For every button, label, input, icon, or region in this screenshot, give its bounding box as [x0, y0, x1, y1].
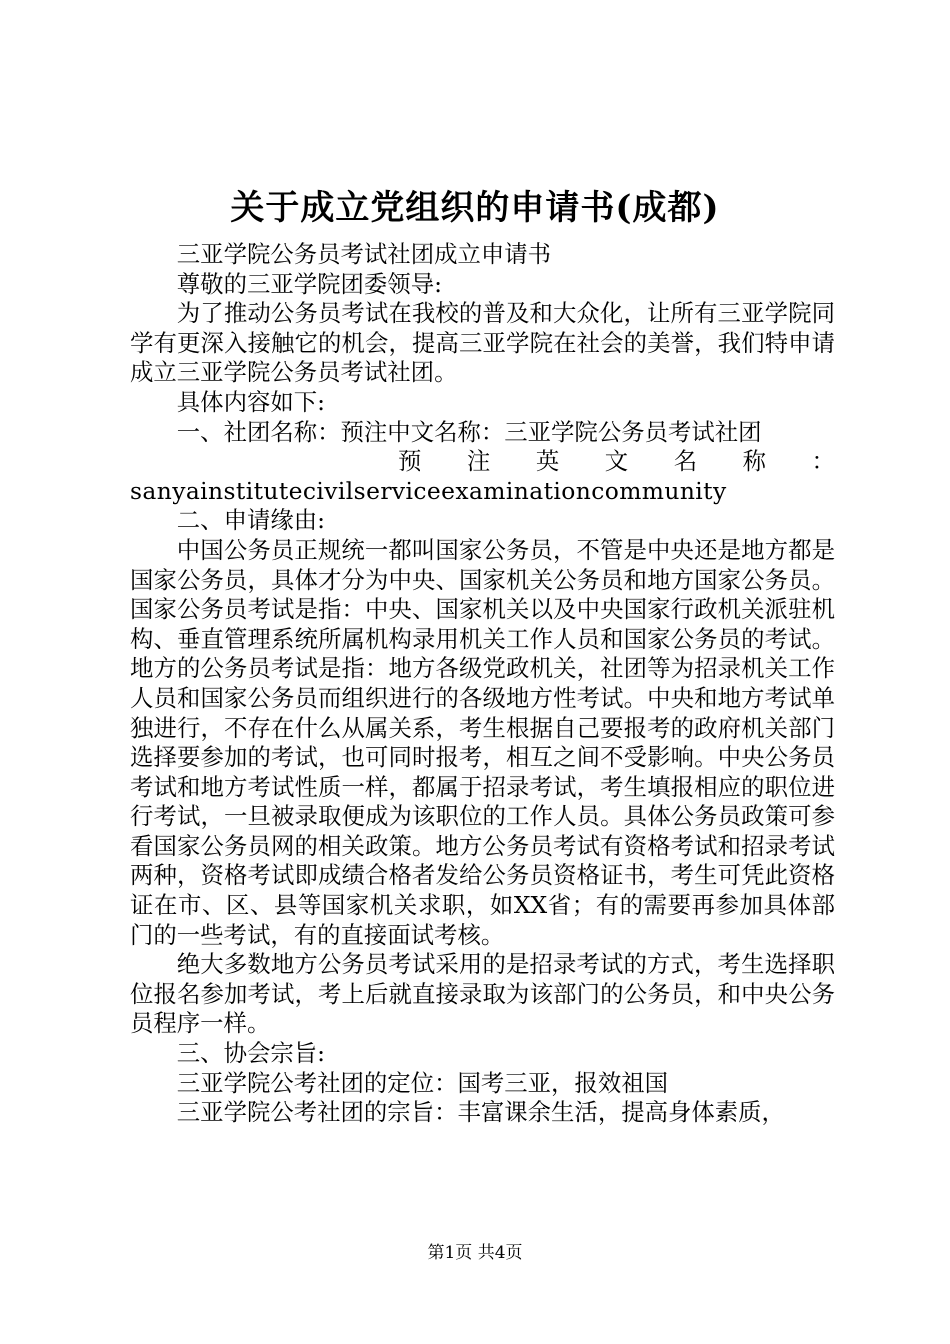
paragraph-content-lead: 具体内容如下: — [176, 387, 326, 416]
label-char: 注 — [466, 447, 491, 476]
label-char: 预 — [398, 447, 422, 476]
english-name-value: sanyainstitutecivilserviceexaminationcommunity — [130, 476, 727, 505]
paragraph-reason-heading: 二、申请缘由: — [176, 506, 326, 535]
label-char: 称 — [742, 447, 766, 476]
document-title: 关于成立党组织的申请书(成都) — [230, 188, 720, 228]
paragraph-salutation: 尊敬的三亚学院团委领导: — [176, 269, 442, 298]
label-char: ： — [811, 447, 835, 476]
label-char: 文 — [604, 447, 629, 476]
english-name-label — [130, 447, 835, 477]
label-char: 名 — [673, 447, 698, 476]
label-char: 英 — [535, 447, 560, 476]
paragraph-heading: 三亚学院公务员考试社团成立申请书 — [176, 240, 552, 268]
page-footer: 第1页 共4页 — [427, 1243, 523, 1263]
paragraph-purpose: 三亚学院公考社团的宗旨：丰富课余生活，提高身体素质， — [176, 1098, 785, 1127]
paragraph-positioning: 三亚学院公考社团的定位：国考三亚，报效祖国 — [176, 1068, 668, 1097]
paragraph-reason-body-2: 绝大多数地方公务员考试采用的是招录考试的方式，考生选择职位报名参加考试，考上后就直接录取为该部门的公务员，和中央公务员程序一样。 — [130, 950, 835, 1038]
paragraph-club-name: 一、社团名称：预注中文名称：三亚学院公务员考试社团 — [176, 417, 762, 446]
paragraph-intro: 为了推动公务员考试在我校的普及和大众化，让所有三亚学院同学有更深入接触它的机会，提高三亚学院在社会的美誉，我们特申请成立三亚学院公务员考试社团。 — [130, 299, 835, 387]
paragraph-purpose-heading: 三、协会宗旨: — [176, 1039, 326, 1068]
paragraph-reason-body: 中国公务员正规统一都叫国家公务员，不管是中央还是地方都是国家公务员，具体才分为中央、国家机关公务员和地方国家公务员。国家公务员考试是指：中央、国家机关以及中央国家行政机关派驻机构、垂直管理系统所属机构录用机关工作人员和国家公务员的考试。地方的公务员考试是指：地方各级党政机关，社团等为招录机关工作人员和国家公务员而组织进行的各级地方性考试。中央和地方考试单独进行，不存在什么从属关系，考生根据自己要报考的政府机关部门选择要参加的考试，也可同时报考，相互之间不受影响。中央公务员考试和地方考试性质一样，都属于招录考试，考生填报相应的职位进行考试，一旦被录取便成为该职位的工作人员。具体公务员政策可参看国家公务员网的相关政策。地方公务员考试有资格考试和招录考试两种，资格考试即成绩合格者发给公务员资格证书，考生可凭此资格证在市、区、县等国家机关求职，如XX省；有的需要再参加具体部门的一些考试，有的直接面试考核。 — [130, 535, 835, 949]
document-body — [130, 240, 835, 1128]
